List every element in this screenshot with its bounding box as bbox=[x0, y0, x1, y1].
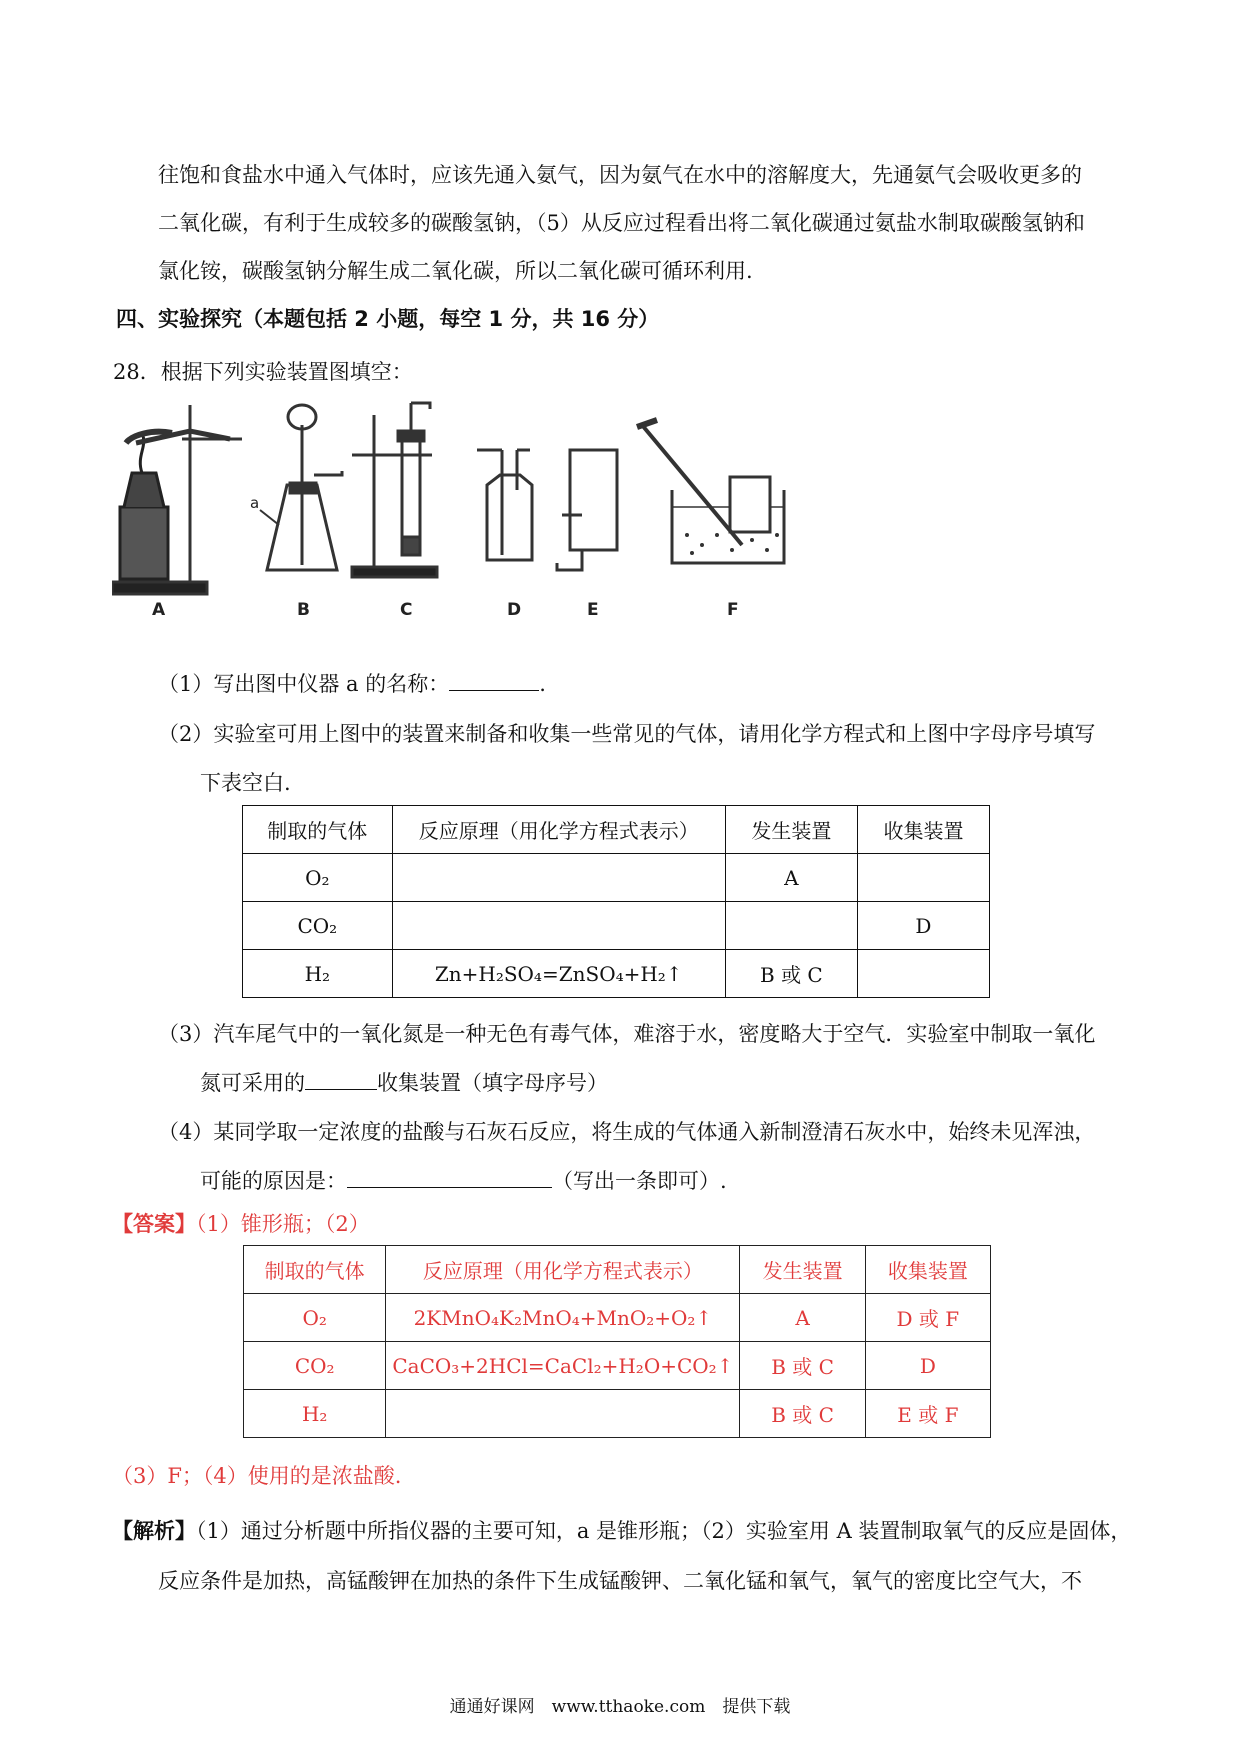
table-cell[interactable] bbox=[725, 902, 857, 950]
header-cell: 反应原理（用化学方程式表示） bbox=[392, 806, 725, 854]
answer-tail: （3）F；（4）使用的是浓盐酸. bbox=[112, 1464, 402, 1488]
q3-suffix: 收集装置（填字母序号） bbox=[377, 1071, 608, 1095]
header-cell: 制取的气体 bbox=[243, 806, 393, 854]
table-cell: B 或 C bbox=[725, 950, 857, 998]
question-2-line-2: 下表空白. bbox=[200, 771, 291, 795]
label-d: D bbox=[507, 600, 522, 620]
section-heading: 四、实验探究（本题包括 2 小题，每空 1 分，共 16 分） bbox=[116, 307, 660, 331]
apparatus-a bbox=[112, 405, 242, 594]
header-cell: 发生装置 bbox=[725, 806, 857, 854]
answer-cell: CO₂ bbox=[244, 1342, 386, 1390]
table-header-row bbox=[243, 806, 990, 854]
q4-prefix: 可能的原因是： bbox=[200, 1169, 347, 1193]
answer-header-cell: 制取的气体 bbox=[244, 1246, 386, 1294]
q4-blank[interactable] bbox=[347, 1167, 552, 1188]
answer-row bbox=[244, 1390, 991, 1438]
label-c: C bbox=[400, 600, 413, 620]
q3-blank[interactable] bbox=[305, 1069, 377, 1090]
answer-table bbox=[243, 1245, 991, 1438]
label-a-pointer: a bbox=[250, 494, 260, 512]
question-4-line-1: （4）某同学取一定浓度的盐酸与石灰石反应，将生成的气体通入新制澄清石灰水中，始终未见浑浊， bbox=[158, 1120, 1096, 1144]
answer-header-cell: 反应原理（用化学方程式表示） bbox=[386, 1246, 740, 1294]
apparatus-b bbox=[260, 405, 342, 570]
answer-cell: O₂ bbox=[244, 1294, 386, 1342]
answer-cell: D bbox=[865, 1342, 990, 1390]
answer-cell: A bbox=[740, 1294, 865, 1342]
q1-blank[interactable] bbox=[449, 670, 539, 691]
label-b: B bbox=[297, 600, 310, 620]
table-cell[interactable] bbox=[392, 902, 725, 950]
q4-suffix: （写出一条即可）. bbox=[552, 1169, 727, 1193]
question-4-line-2 bbox=[200, 1165, 727, 1195]
answer-cell: D 或 F bbox=[865, 1294, 990, 1342]
table-cell: Zn+H₂SO₄=ZnSO₄+H₂↑ bbox=[392, 950, 725, 998]
label-a: A bbox=[152, 600, 166, 620]
page-footer: 通通好课网 www.tthaoke.com 提供下载 bbox=[449, 1697, 791, 1717]
table-cell: O₂ bbox=[243, 854, 393, 902]
intro-line-3: 氯化铵，碳酸氢钠分解生成二氧化碳，所以二氧化碳可循环利用. bbox=[158, 259, 753, 283]
answer-header-cell: 收集装置 bbox=[865, 1246, 990, 1294]
table-cell: H₂ bbox=[243, 950, 393, 998]
intro-paragraph bbox=[158, 151, 1128, 295]
q1-suffix: . bbox=[539, 672, 546, 696]
answer-cell: 2KMnO₄K₂MnO₄+MnO₂+O₂↑ bbox=[386, 1294, 740, 1342]
label-f: F bbox=[727, 600, 739, 620]
answer-label: 【答案】 bbox=[112, 1212, 196, 1236]
table-cell[interactable] bbox=[392, 854, 725, 902]
question-title: 28．根据下列实验装置图填空： bbox=[113, 360, 413, 384]
header-cell: 收集装置 bbox=[857, 806, 989, 854]
question-table bbox=[242, 805, 990, 998]
label-e: E bbox=[587, 600, 599, 620]
intro-line-1: 往饱和食盐水中通入气体时，应该先通入氨气，因为氨气在水中的溶解度大，先通氨气会吸收更多的 bbox=[158, 163, 1082, 187]
table-cell: CO₂ bbox=[243, 902, 393, 950]
apparatus-figure bbox=[112, 395, 882, 640]
intro-line-2: 二氧化碳，有利于生成较多的碳酸氢钠，（5）从反应过程看出将二氧化碳通过氨盐水制取碳酸氢钠和 bbox=[158, 211, 1085, 235]
answer-row bbox=[244, 1342, 991, 1390]
answer-cell: CaCO₃+2HCl=CaCl₂+H₂O+CO₂↑ bbox=[386, 1342, 740, 1390]
table-row bbox=[243, 950, 990, 998]
table-cell: D bbox=[857, 902, 989, 950]
answer-cell: B 或 C bbox=[740, 1390, 865, 1438]
apparatus-c bbox=[352, 403, 437, 577]
apparatus-e bbox=[557, 450, 617, 570]
analysis-text-1: （1）通过分析题中所指仪器的主要可知，a 是锥形瓶；（2）实验室用 A 装置制取氧气的反应是固体， bbox=[196, 1519, 1132, 1543]
analysis-line-1 bbox=[112, 1515, 1131, 1545]
analysis-line-2: 反应条件是加热，高锰酸钾在加热的条件下生成锰酸钾、二氧化锰和氧气，氧气的密度比空气大，不 bbox=[158, 1569, 1082, 1593]
answer-row bbox=[244, 1294, 991, 1342]
question-1 bbox=[158, 668, 546, 698]
answer-header-row bbox=[244, 1246, 991, 1294]
table-row bbox=[243, 854, 990, 902]
answer-line bbox=[112, 1208, 370, 1238]
answer-cell: B 或 C bbox=[740, 1342, 865, 1390]
apparatus-f bbox=[637, 420, 784, 563]
question-3-line-1: （3）汽车尾气中的一氧化氮是一种无色有毒气体，难溶于水，密度略大于空气．实验室中制取一氧化 bbox=[158, 1022, 1096, 1046]
table-row bbox=[243, 902, 990, 950]
answer-cell: H₂ bbox=[244, 1390, 386, 1438]
answer-text: （1）锥形瓶；（2） bbox=[196, 1212, 370, 1236]
question-2-line-1: （2）实验室可用上图中的装置来制备和收集一些常见的气体，请用化学方程式和上图中字母序号填写 bbox=[158, 722, 1096, 746]
question-3-line-2 bbox=[200, 1067, 608, 1097]
answer-cell bbox=[386, 1390, 740, 1438]
table-cell[interactable] bbox=[857, 950, 989, 998]
analysis-label: 【解析】 bbox=[112, 1519, 196, 1543]
table-cell[interactable] bbox=[857, 854, 989, 902]
q1-prefix: （1）写出图中仪器 a 的名称： bbox=[158, 672, 450, 696]
table-cell: A bbox=[725, 854, 857, 902]
apparatus-d bbox=[477, 450, 532, 560]
q3-prefix: 氮可采用的 bbox=[200, 1071, 305, 1095]
answer-cell: E 或 F bbox=[865, 1390, 990, 1438]
answer-header-cell: 发生装置 bbox=[740, 1246, 865, 1294]
